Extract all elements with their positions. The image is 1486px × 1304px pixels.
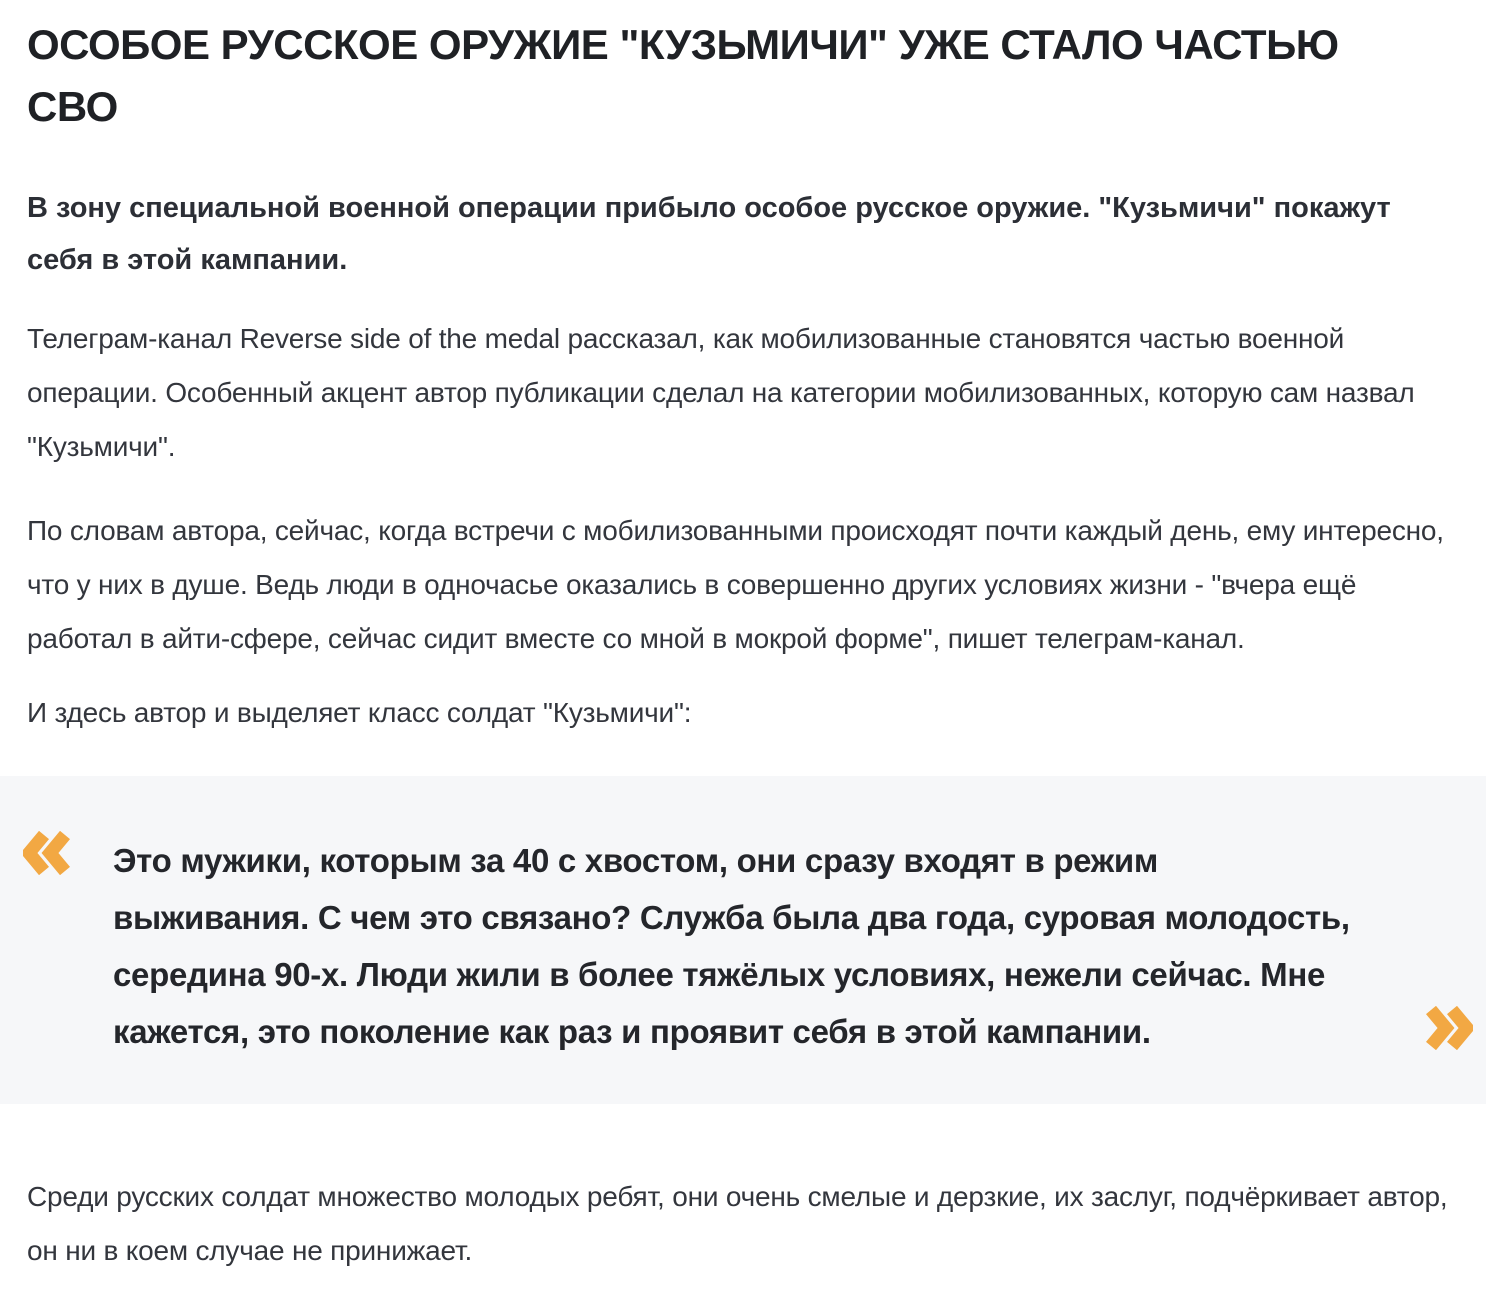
article-paragraph: По словам автора, сейчас, когда встречи с мобилизованными происходят почти каждый день, ему интересно, что у них в душе. Ведь люди в одночасье оказались в совершенно других условиях жизни - "вчера ещё работал в айти-сфере, сейчас сидит вместе со мной в мокрой форме", пишет телеграм-канал. — [27, 515, 1444, 654]
quote-text: Это мужики, которым за 40 с хвостом, они сразу входят в режим выживания. С чем это связано? Служба была два года, суровая молодость, середина 90-х. Люди жили в более тяжёлых условиях, нежели сейчас. Мне кажется, это поколение как раз и проявит себя в этой кампании. — [113, 842, 1350, 1050]
article-paragraph: И здесь автор и выделяет класс солдат "Кузьмичи": — [27, 697, 692, 728]
open-quote-icon — [23, 831, 71, 875]
article-paragraph: Телеграм-канал Reverse side of the medal рассказал, как мобилизованные становятся частью военной операции. Особенный акцент автор публикации сделал на категории мобилизованных, которую сам назвал "Кузьмичи". — [27, 323, 1415, 462]
article-title: ОСОБОЕ РУССКОЕ ОРУЖИЕ "КУЗЬМИЧИ" УЖЕ СТАЛО ЧАСТЬЮ СВО — [27, 21, 1339, 130]
quote-block — [0, 776, 1486, 1104]
close-quote-icon — [1425, 1006, 1473, 1050]
article-lead: В зону специальной военной операции прибыло особое русское оружие. "Кузьмичи" покажут себя в этой кампании. — [27, 192, 1391, 276]
article-paragraph: Среди русских солдат множество молодых ребят, они очень смелые и дерзкие, их заслуг, подчёркивает автор, он ни в коем случае не принижает. — [27, 1181, 1448, 1266]
